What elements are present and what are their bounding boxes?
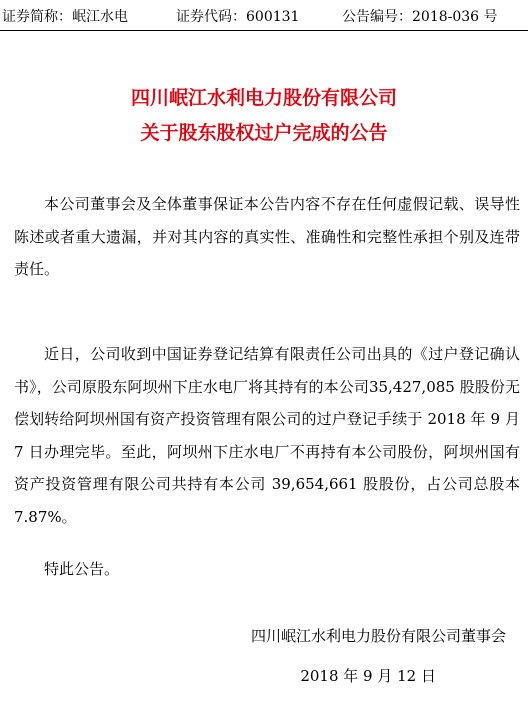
security-name: 证券简称：岷江水电 — [2, 9, 128, 25]
title-company: 四川岷江水利电力股份有限公司 — [130, 87, 397, 109]
signing-date: 2018 年 9 月 12 日 — [300, 667, 436, 685]
header-divider — [0, 30, 528, 31]
board-statement-paragraph: 本公司董事会及全体董事保证本公告内容不存在任何虚假记载、误导性陈述或者重大遗漏，并对其内容的真实性、准确性和完整性承担个别及连带责任。 — [14, 195, 520, 278]
closing-paragraph: 特此公告。 — [44, 560, 120, 578]
document-header — [0, 6, 528, 28]
main-announcement-paragraph: 近日，公司收到中国证券登记结算有限责任公司出具的《过户登记确认书》，公司原股东阿坝州下庄水电厂将其持有的本公司35,427,085 股股份无偿划转给阿坝州国有资产投资管理有限公司的过户登记手续于 2018 年 9 月 7 日办理完毕。至此，阿坝州下庄水电厂不再持有本公司股份，阿坝州国有资产投资管理有限公司共持有本公司 39,654,661 股股份，占公司总股本 7.87%。 — [14, 345, 520, 526]
title-subject: 关于股东股权过户完成的公告 — [140, 122, 388, 144]
signer: 四川岷江水利电力股份有限公司董事会 — [250, 627, 506, 645]
announcement-number: 公告编号：2018-036 号 — [342, 9, 498, 25]
security-code: 证券代码：600131 — [176, 9, 300, 25]
